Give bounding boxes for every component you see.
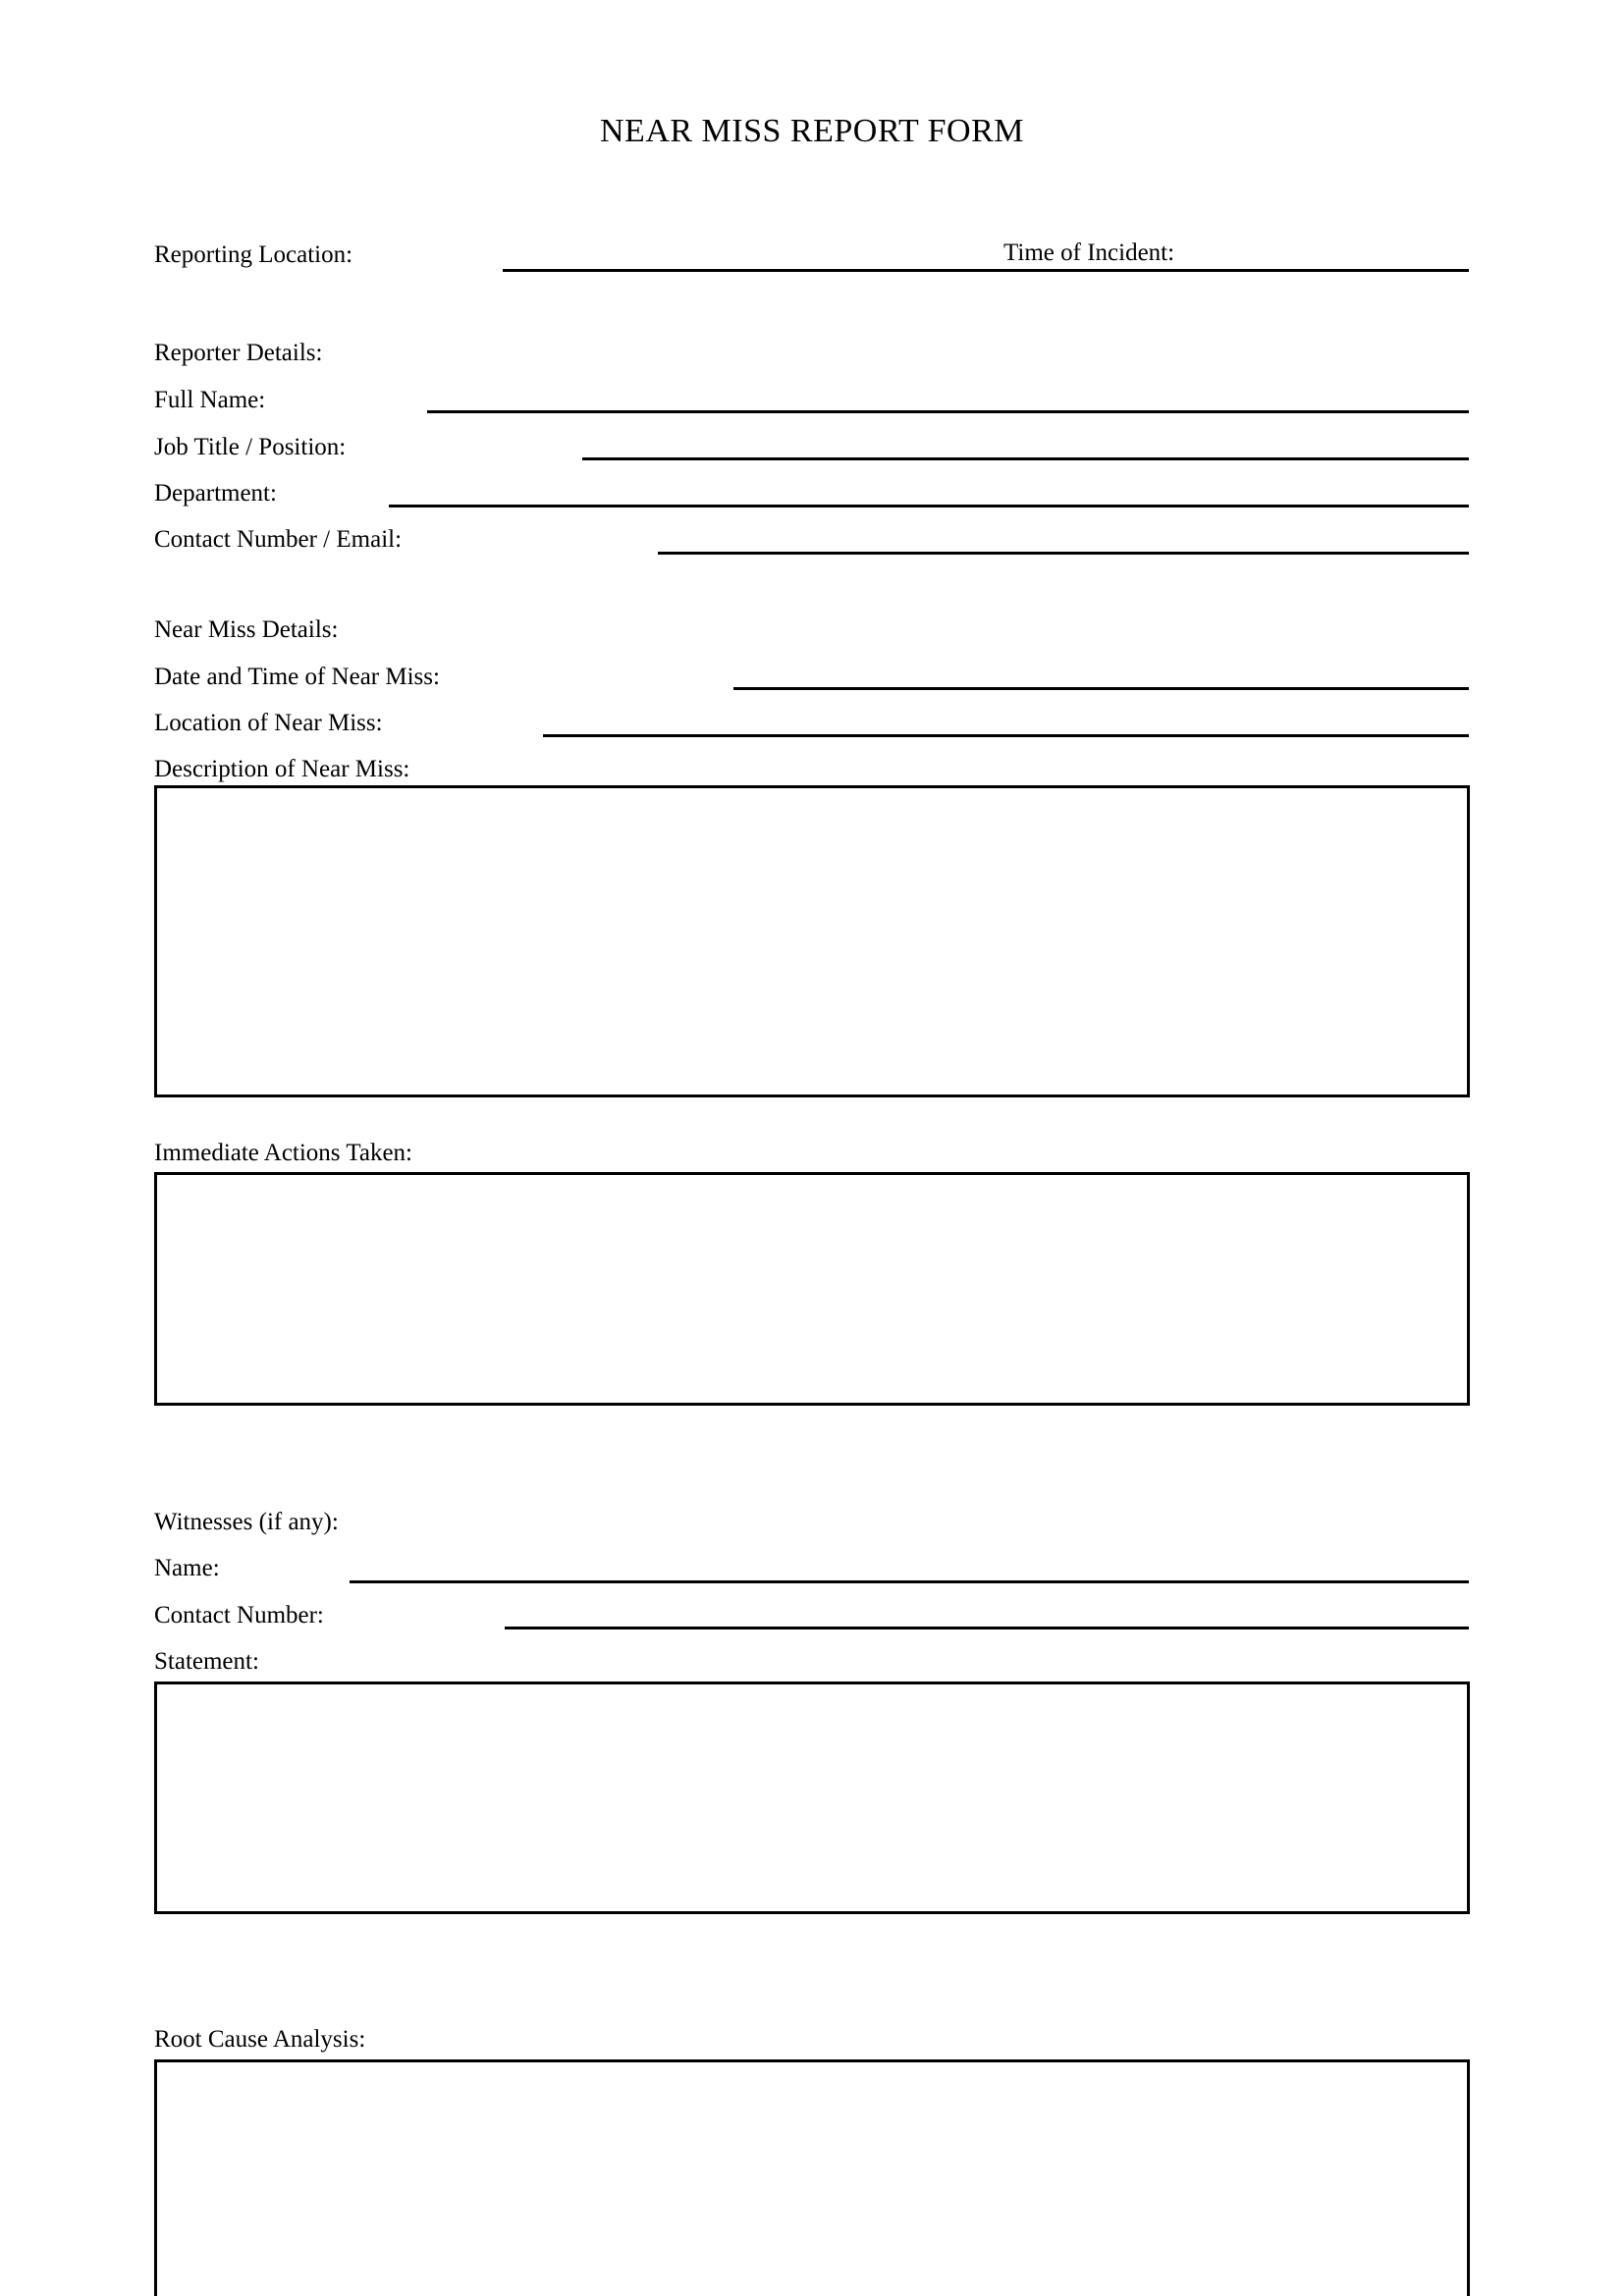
section-label-reporter-details: Reporter Details: [154,340,323,366]
input-line-location-near-miss[interactable] [543,734,1469,737]
label-contact-number-email: Contact Number / Email: [154,526,403,553]
label-date-time-near-miss: Date and Time of Near Miss: [154,664,440,690]
label-root-cause-analysis: Root Cause Analysis: [154,2026,366,2053]
label-description-near-miss: Description of Near Miss: [154,756,410,782]
section-label-near-miss-details: Near Miss Details: [154,616,339,643]
input-line-reporting-location-time[interactable] [503,269,1469,272]
textarea-immediate-actions-taken[interactable] [154,1172,1470,1406]
textarea-root-cause-analysis[interactable] [154,2059,1470,2296]
label-department: Department: [154,480,277,507]
label-witness-name: Name: [154,1555,220,1581]
label-job-title-position: Job Title / Position: [154,434,347,460]
section-label-witnesses: Witnesses (if any): [154,1509,339,1535]
input-line-contact-number-email[interactable] [658,552,1469,555]
label-reporting-location: Reporting Location: [154,241,353,268]
textarea-witness-statement[interactable] [154,1682,1470,1914]
label-immediate-actions-taken: Immediate Actions Taken: [154,1140,413,1166]
label-location-near-miss: Location of Near Miss: [154,710,383,736]
input-line-date-time-near-miss[interactable] [733,687,1469,690]
input-line-job-title-position[interactable] [582,457,1469,460]
label-time-of-incident: Time of Incident: [1003,240,1175,266]
label-full-name: Full Name: [154,387,266,413]
input-line-full-name[interactable] [427,410,1469,413]
input-line-witness-name[interactable] [350,1580,1469,1583]
textarea-description-near-miss[interactable] [154,785,1470,1097]
page-title: NEAR MISS REPORT FORM [600,113,1024,149]
label-witness-contact-number: Contact Number: [154,1602,324,1629]
input-line-department[interactable] [389,505,1469,507]
input-line-witness-contact-number[interactable] [505,1627,1469,1629]
label-witness-statement: Statement: [154,1648,259,1675]
